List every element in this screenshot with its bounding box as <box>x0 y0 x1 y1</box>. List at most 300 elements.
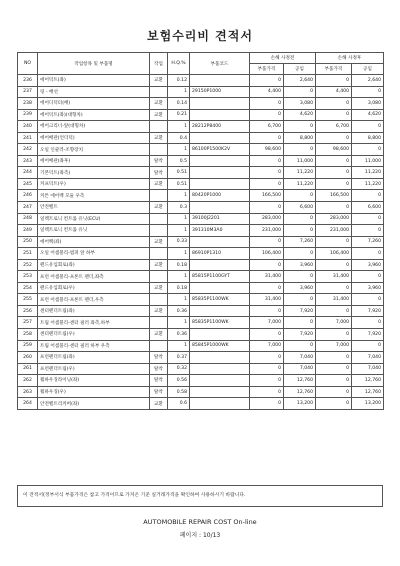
row-loss-part: 106,400 <box>250 248 284 260</box>
row-part-code <box>190 75 250 87</box>
row-qty: 1 <box>168 294 190 306</box>
header-work: 작업항목 및 부품명 <box>38 53 150 75</box>
row-item: 에어크리너-앞(대형차) <box>38 121 150 133</box>
row-adj-labor: 0 <box>352 121 384 133</box>
row-adj-part: 0 <box>316 167 352 179</box>
row-qty: 0.21 <box>168 109 190 121</box>
row-no: 241 <box>18 132 38 144</box>
row-item: 오일 어셈블리-범퍼 앞 하부 <box>38 248 150 260</box>
row-no: 236 <box>18 75 38 87</box>
row-adj-part: 4,400 <box>316 86 352 98</box>
row-adj-part: 0 <box>316 236 352 248</box>
row-adj-labor: 0 <box>352 271 384 283</box>
row-qty: 1 <box>168 86 190 98</box>
row-item: 펜드유입회로(우) <box>38 282 150 294</box>
row-part-code: 28212P8400 <box>190 121 250 133</box>
table-row <box>18 375 384 387</box>
table-row <box>18 398 384 410</box>
row-adj-labor: 4,620 <box>352 109 384 121</box>
row-adj-labor: 11,220 <box>352 178 384 190</box>
row-job <box>150 121 168 133</box>
row-loss-part: 0 <box>250 202 284 214</box>
row-job: 교환 <box>150 305 168 317</box>
row-loss-labor: 0 <box>284 190 316 202</box>
row-adj-part: 283,000 <box>316 213 352 225</box>
row-item: 오일 인쿨러-조향장치 <box>38 144 150 156</box>
row-job <box>150 294 168 306</box>
row-qty: 0.18 <box>168 259 190 271</box>
header-qty: H.Q.% <box>168 53 190 75</box>
row-no: 252 <box>18 259 38 271</box>
row-loss-part: 7,000 <box>250 317 284 329</box>
row-item: 에어백(좌) <box>38 236 150 248</box>
row-adj-labor: 11,220 <box>352 167 384 179</box>
row-loss-part: 31,400 <box>250 294 284 306</box>
row-item: 프런 어셈블리-프론트 펜더,우측 <box>38 294 150 306</box>
row-no: 251 <box>18 248 38 260</box>
row-no: 238 <box>18 98 38 110</box>
row-loss-part: 31,400 <box>250 271 284 283</box>
row-part-code <box>190 329 250 341</box>
row-adj-part: 31,400 <box>316 271 352 283</box>
row-qty: 0.58 <box>168 386 190 398</box>
row-part-code: 85835P1100WK <box>190 294 250 306</box>
row-no: 240 <box>18 121 38 133</box>
row-adj-part: 0 <box>316 202 352 214</box>
row-adj-labor: 0 <box>352 225 384 237</box>
row-loss-part: 0 <box>250 132 284 144</box>
row-qty: 0.51 <box>168 167 190 179</box>
row-qty: 0.37 <box>168 352 190 364</box>
row-adj-labor: 0 <box>352 213 384 225</box>
row-no: 244 <box>18 167 38 179</box>
row-adj-labor: 7,260 <box>352 236 384 248</box>
row-no: 246 <box>18 190 38 202</box>
row-qty: 0.32 <box>168 363 190 375</box>
row-adj-part: 0 <box>316 329 352 341</box>
row-job: 탈착 <box>150 167 168 179</box>
row-adj-labor: 2,640 <box>352 75 384 87</box>
table-row <box>18 305 384 317</box>
row-adj-labor: 12,760 <box>352 375 384 387</box>
row-loss-labor: 0 <box>284 121 316 133</box>
row-qty: 1 <box>168 225 190 237</box>
row-adj-part: 7,000 <box>316 317 352 329</box>
header-adj-part: 부품가격 <box>316 64 352 75</box>
row-loss-labor: 0 <box>284 248 316 260</box>
table-row <box>18 271 384 283</box>
row-adj-part: 0 <box>316 155 352 167</box>
row-job: 교환 <box>150 132 168 144</box>
row-loss-part: 4,400 <box>250 86 284 98</box>
row-loss-labor: 0 <box>284 144 316 156</box>
row-no: 262 <box>18 375 38 387</box>
row-job <box>150 213 168 225</box>
row-adj-labor: 7,920 <box>352 329 384 341</box>
row-no: 254 <box>18 282 38 294</box>
row-adj-part: 31,400 <box>316 294 352 306</box>
row-adj-labor: 0 <box>352 86 384 98</box>
table-row <box>18 121 384 133</box>
row-loss-part: 0 <box>250 109 284 121</box>
row-part-code <box>190 259 250 271</box>
row-job: 탈착 <box>150 155 168 167</box>
row-part-code <box>190 132 250 144</box>
row-loss-labor: 3,080 <box>284 98 316 110</box>
row-no: 242 <box>18 144 38 156</box>
row-adj-labor: 0 <box>352 190 384 202</box>
row-part-code <box>190 305 250 317</box>
table-row <box>18 363 384 375</box>
row-part-code <box>190 109 250 121</box>
row-part-code <box>190 375 250 387</box>
row-adj-part: 0 <box>316 75 352 87</box>
row-adj-part: 0 <box>316 398 352 410</box>
table-row <box>18 144 384 156</box>
row-qty: 0.4 <box>168 132 190 144</box>
row-part-code <box>190 398 250 410</box>
row-no: 245 <box>18 178 38 190</box>
row-job <box>150 340 168 352</box>
row-adj-labor: 7,040 <box>352 363 384 375</box>
row-job <box>150 225 168 237</box>
row-job: 교환 <box>150 329 168 341</box>
row-adj-part: 0 <box>316 98 352 110</box>
header-adj: 손해 사정후 <box>316 53 384 64</box>
row-adj-labor: 7,040 <box>352 352 384 364</box>
header-job: 작업 <box>150 53 168 75</box>
row-job: 교환 <box>150 109 168 121</box>
row-item: 기본덕트(좌측) <box>38 167 150 179</box>
row-part-code <box>190 282 250 294</box>
row-adj-labor: 3,960 <box>352 282 384 294</box>
row-adj-labor: 0 <box>352 248 384 260</box>
header-row <box>18 53 384 64</box>
row-part-code <box>190 202 250 214</box>
table-row <box>18 248 384 260</box>
table-row <box>18 213 384 225</box>
row-qty: 0.12 <box>168 75 190 87</box>
row-loss-part: 98,600 <box>250 144 284 156</box>
table-row <box>18 317 384 329</box>
row-no: 243 <box>18 155 38 167</box>
row-item: 프런펜더트림(좌) <box>38 352 150 364</box>
row-item: 센터펜더트림(우) <box>38 329 150 341</box>
row-no: 261 <box>18 363 38 375</box>
row-adj-part: 0 <box>316 109 352 121</box>
row-job <box>150 271 168 283</box>
notice-text: 이 견적서(정부서식 부품가격은 참고 가격이므로 가져온 기준 실거래가격을 확인하여 사용하시기 바랍니다. <box>17 485 383 507</box>
row-qty: 1 <box>168 317 190 329</box>
row-part-code <box>190 363 250 375</box>
row-job: 탈착 <box>150 375 168 387</box>
row-item: 프런펜더트림(우) <box>38 363 150 375</box>
row-no: 249 <box>18 225 38 237</box>
table-row <box>18 109 384 121</box>
row-qty: 0.3 <box>168 202 190 214</box>
row-part-code: 85845P1000WK <box>190 340 250 352</box>
header-part-code: 부품코드 <box>190 53 250 75</box>
row-part-code <box>190 155 250 167</box>
row-no: 255 <box>18 294 38 306</box>
row-job: 교환 <box>150 282 168 294</box>
row-loss-labor: 7,260 <box>284 236 316 248</box>
row-item: 커프덕트(우) <box>38 178 150 190</box>
row-no: 257 <box>18 317 38 329</box>
row-loss-labor: 0 <box>284 225 316 237</box>
row-part-code <box>190 178 250 190</box>
row-no: 259 <box>18 340 38 352</box>
row-qty: 1 <box>168 213 190 225</box>
row-item: 에어덕트(좌) <box>38 75 150 87</box>
table-body <box>18 75 384 410</box>
row-loss-labor: 6,600 <box>284 202 316 214</box>
row-adj-part: 231,000 <box>316 225 352 237</box>
footer-title: AUTOMOBILE REPAIR COST On-line <box>143 518 257 526</box>
row-adj-labor: 12,760 <box>352 386 384 398</box>
row-adj-part: 166,500 <box>316 190 352 202</box>
row-job: 교환 <box>150 75 168 87</box>
row-loss-labor: 11,220 <box>284 167 316 179</box>
row-item: 안전벨트 <box>38 202 150 214</box>
row-item: 안전벨트리커버(좌) <box>38 398 150 410</box>
row-loss-part: 0 <box>250 155 284 167</box>
table-row <box>18 75 384 87</box>
row-loss-labor: 7,040 <box>284 363 316 375</box>
row-part-code: 85835P1100WK <box>190 317 250 329</box>
row-loss-labor: 0 <box>284 340 316 352</box>
row-part-code <box>190 167 250 179</box>
row-job: 탈착 <box>150 352 168 364</box>
row-loss-labor: 8,800 <box>284 132 316 144</box>
row-job: 탈착 <box>150 363 168 375</box>
table-row <box>18 178 384 190</box>
row-no: 250 <box>18 236 38 248</box>
row-loss-part: 0 <box>250 282 284 294</box>
row-no: 237 <box>18 86 38 98</box>
header-loss-labor: 공임 <box>284 64 316 75</box>
header-no: NO <box>18 53 38 75</box>
row-adj-labor: 11,000 <box>352 155 384 167</box>
table-row <box>18 155 384 167</box>
row-adj-part: 6,700 <box>316 121 352 133</box>
row-loss-labor: 4,620 <box>284 109 316 121</box>
row-item: 에어배관(좌후) <box>38 155 150 167</box>
row-job <box>150 190 168 202</box>
row-adj-part: 98,600 <box>316 144 352 156</box>
row-loss-part: 0 <box>250 329 284 341</box>
row-job: 교환 <box>150 236 168 248</box>
row-part-code <box>190 386 250 398</box>
row-loss-labor: 7,040 <box>284 352 316 364</box>
row-qty: 1 <box>168 121 190 133</box>
row-no: 258 <box>18 329 38 341</box>
row-item: 링 - 배선 <box>38 86 150 98</box>
row-job <box>150 317 168 329</box>
row-no: 260 <box>18 352 38 364</box>
table-row <box>18 386 384 398</box>
row-qty: 0.6 <box>168 398 190 410</box>
row-qty: 0.5 <box>168 155 190 167</box>
row-no: 247 <box>18 202 38 214</box>
row-item: 트림 어셈블리-센터 필러 좌측,하부 <box>38 317 150 329</box>
row-adj-labor: 0 <box>352 294 384 306</box>
row-adj-part: 0 <box>316 282 352 294</box>
header-adj-labor: 공임 <box>352 64 384 75</box>
row-no: 264 <box>18 398 38 410</box>
row-loss-labor: 7,920 <box>284 305 316 317</box>
row-loss-part: 283,000 <box>250 213 284 225</box>
row-item: 일렉트로닉 컨트롤 유닛(ECU) <box>38 213 150 225</box>
row-loss-labor: 3,960 <box>284 282 316 294</box>
row-adj-labor: 8,800 <box>352 132 384 144</box>
row-part-code: 39100J2201 <box>190 213 250 225</box>
page-title: 보험수리비 견적서 <box>147 29 253 43</box>
row-loss-labor: 11,220 <box>284 178 316 190</box>
row-job: 교환 <box>150 259 168 271</box>
row-part-code: 86100P1500K2V <box>190 144 250 156</box>
row-loss-labor: 0 <box>284 271 316 283</box>
row-item: 에어배관(언더덕) <box>38 132 150 144</box>
row-item: 커튼 에어백 모듈 우측 <box>38 190 150 202</box>
row-loss-labor: 0 <box>284 86 316 98</box>
row-part-code: 86910P1310 <box>190 248 250 260</box>
row-part-code: 85815P1100GYT <box>190 271 250 283</box>
table-row <box>18 132 384 144</box>
row-loss-part: 0 <box>250 236 284 248</box>
row-qty: 1 <box>168 340 190 352</box>
row-part-code: 391310M3A0 <box>190 225 250 237</box>
table-row <box>18 340 384 352</box>
row-loss-part: 0 <box>250 386 284 398</box>
row-item: 에어덕트(좌)(대형차) <box>38 109 150 121</box>
table-row <box>18 282 384 294</box>
row-adj-part: 0 <box>316 363 352 375</box>
table-row <box>18 294 384 306</box>
table-row <box>18 225 384 237</box>
row-qty: 0.56 <box>168 375 190 387</box>
table-row <box>18 86 384 98</box>
row-loss-part: 7,000 <box>250 340 284 352</box>
row-adj-part: 0 <box>316 259 352 271</box>
row-loss-part: 0 <box>250 178 284 190</box>
table-row <box>18 259 384 271</box>
row-loss-part: 231,000 <box>250 225 284 237</box>
row-item: 휠하우징라이닝(좌) <box>38 375 150 387</box>
estimate-table <box>17 52 384 410</box>
row-item: 펜드유입회로(좌) <box>38 259 150 271</box>
row-adj-labor: 3,080 <box>352 98 384 110</box>
row-adj-part: 0 <box>316 352 352 364</box>
header-loss-part: 부품가격 <box>250 64 284 75</box>
row-part-code: 29150P1000 <box>190 86 250 98</box>
row-job <box>150 144 168 156</box>
row-loss-labor: 12,760 <box>284 386 316 398</box>
table-row <box>18 190 384 202</box>
row-item: 트림 어셈블리-센터 필러 하부 우측 <box>38 340 150 352</box>
row-item: 에어디덕터(배) <box>38 98 150 110</box>
row-part-code: 80420P1000 <box>190 190 250 202</box>
row-part-code <box>190 352 250 364</box>
row-loss-labor: 0 <box>284 294 316 306</box>
row-loss-labor: 7,920 <box>284 329 316 341</box>
row-loss-labor: 2,640 <box>284 75 316 87</box>
row-part-code <box>190 236 250 248</box>
row-adj-part: 7,000 <box>316 340 352 352</box>
row-qty: 0.14 <box>168 98 190 110</box>
table-row <box>18 352 384 364</box>
row-qty: 0.36 <box>168 305 190 317</box>
row-loss-labor: 0 <box>284 317 316 329</box>
page-number: 페이지 : 10/13 <box>179 532 221 539</box>
row-loss-labor: 3,960 <box>284 259 316 271</box>
row-adj-labor: 0 <box>352 144 384 156</box>
row-adj-labor: 13,200 <box>352 398 384 410</box>
row-adj-part: 0 <box>316 132 352 144</box>
row-qty: 0.51 <box>168 178 190 190</box>
row-qty: 1 <box>168 271 190 283</box>
table-row <box>18 329 384 341</box>
row-adj-part: 106,400 <box>316 248 352 260</box>
row-item: 센터펜더트림(좌) <box>38 305 150 317</box>
row-adj-labor: 7,920 <box>352 305 384 317</box>
row-loss-part: 6,700 <box>250 121 284 133</box>
row-loss-part: 0 <box>250 375 284 387</box>
row-loss-part: 0 <box>250 363 284 375</box>
row-no: 239 <box>18 109 38 121</box>
row-job: 교환 <box>150 202 168 214</box>
row-loss-part: 0 <box>250 75 284 87</box>
row-part-code <box>190 98 250 110</box>
row-qty: 0.36 <box>168 329 190 341</box>
row-loss-part: 0 <box>250 167 284 179</box>
row-qty: 1 <box>168 248 190 260</box>
row-adj-part: 0 <box>316 305 352 317</box>
row-job <box>150 248 168 260</box>
table-row <box>18 98 384 110</box>
row-item: 일렉트로닉 컨트롤 유닛 <box>38 225 150 237</box>
table-row <box>18 167 384 179</box>
row-item: 휠하우징(우) <box>38 386 150 398</box>
row-adj-labor: 3,960 <box>352 259 384 271</box>
row-no: 263 <box>18 386 38 398</box>
row-no: 253 <box>18 271 38 283</box>
table-row <box>18 236 384 248</box>
row-loss-labor: 13,200 <box>284 398 316 410</box>
row-job <box>150 86 168 98</box>
row-loss-part: 0 <box>250 352 284 364</box>
row-loss-part: 166,500 <box>250 190 284 202</box>
row-adj-part: 0 <box>316 375 352 387</box>
row-adj-labor: 0 <box>352 317 384 329</box>
header-loss: 손해 사정전 <box>250 53 316 64</box>
row-adj-labor: 6,600 <box>352 202 384 214</box>
row-item: 프런 어셈블리-프론트 펜더,좌측 <box>38 271 150 283</box>
row-adj-labor: 0 <box>352 340 384 352</box>
row-qty: 0.18 <box>168 282 190 294</box>
row-job: 교환 <box>150 398 168 410</box>
row-adj-part: 0 <box>316 178 352 190</box>
row-job: 탈착 <box>150 386 168 398</box>
row-loss-labor: 0 <box>284 213 316 225</box>
row-loss-part: 0 <box>250 398 284 410</box>
row-no: 256 <box>18 305 38 317</box>
row-loss-part: 0 <box>250 305 284 317</box>
row-qty: 1 <box>168 144 190 156</box>
row-adj-part: 0 <box>316 386 352 398</box>
row-loss-part: 0 <box>250 98 284 110</box>
row-no: 248 <box>18 213 38 225</box>
